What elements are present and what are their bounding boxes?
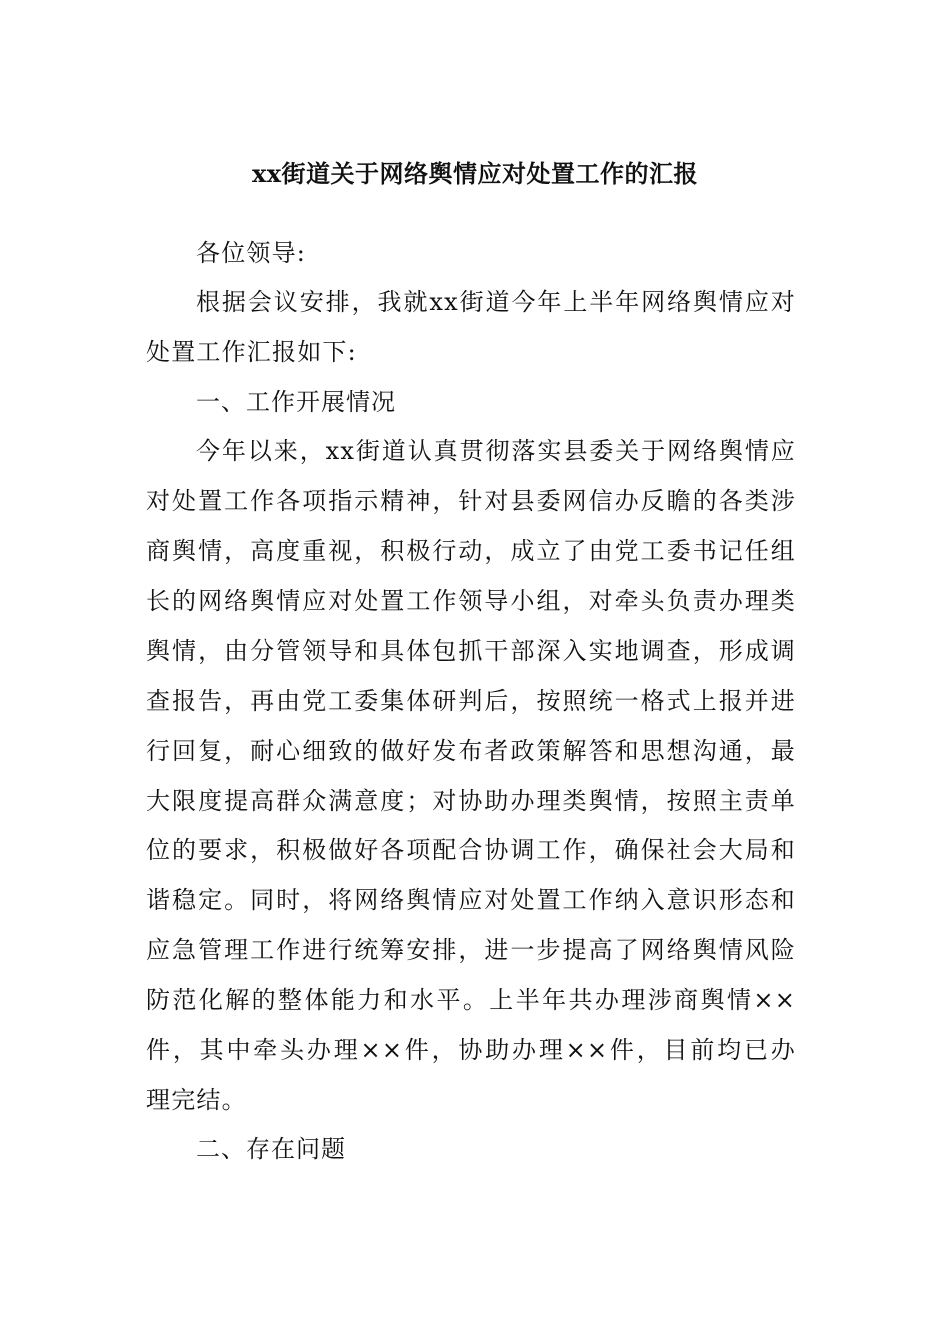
body-line: 谐稳定。同时，将网络舆情应对处置工作纳入意识形态和 xyxy=(146,886,796,914)
body-line: 理完结。 xyxy=(146,1086,247,1114)
salutation: 各位领导: xyxy=(196,239,307,267)
document-title: xx街道关于网络舆情应对处置工作的汇报 xyxy=(251,159,699,188)
body-line: 查报告，再由党工委集体研判后，按照统一格式上报并进 xyxy=(146,687,796,715)
body-line: 行回复，耐心细致的做好发布者政策解答和思想沟通，最 xyxy=(146,737,796,765)
intro-line-2: 处置工作汇报如下: xyxy=(146,338,357,366)
body-line: 长的网络舆情应对处置工作领导小组，对牵头负责办理类 xyxy=(146,587,796,615)
intro-line-1: 根据会议安排，我就xx街道今年上半年网络舆情应对 xyxy=(196,288,796,316)
section-heading-problems: 二、存在问题 xyxy=(196,1135,346,1163)
body-line: 对处置工作各项指示精神，针对县委网信办反瞻的各类涉 xyxy=(146,487,796,515)
body-line: 商舆情，高度重视，积极行动，成立了由党工委书记任组 xyxy=(146,537,796,565)
body-line: 应急管理工作进行统筹安排，进一步提高了网络舆情风险 xyxy=(146,936,796,964)
body-line: 大限度提高群众满意度；对协助办理类舆情，按照主责单 xyxy=(146,787,796,815)
body-line: 舆情，由分管领导和具体包抓干部深入实地调查，形成调 xyxy=(146,637,796,665)
section-heading-work-status: 一、工作开展情况 xyxy=(196,388,396,416)
body-line: 今年以来，xx街道认真贯彻落实县委关于网络舆情应 xyxy=(196,437,796,465)
body-line: 位的要求，积极做好各项配合协调工作，确保社会大局和 xyxy=(146,836,796,864)
body-line: 件，其中牵头办理××件，协助办理××件，目前均已办 xyxy=(146,1036,796,1064)
body-line: 防范化解的整体能力和水平。上半年共办理涉商舆情×× xyxy=(146,986,796,1014)
